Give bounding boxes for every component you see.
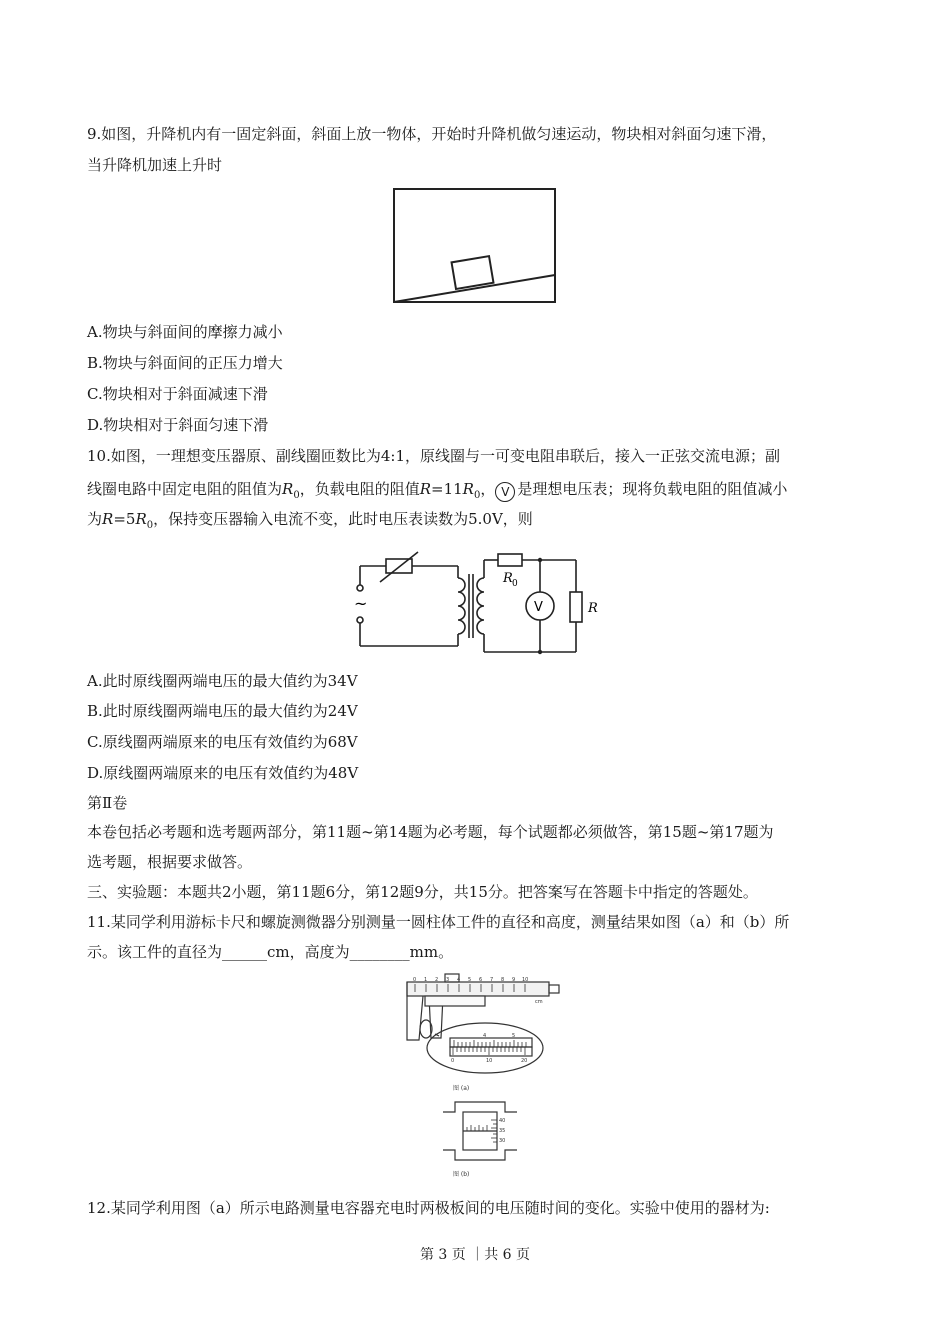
main-scale-10: 10 <box>522 977 529 983</box>
main-scale-2: 2 <box>435 977 439 983</box>
zoom-top-5: 5 <box>512 1033 516 1039</box>
micrometer-30: 30 <box>499 1138 506 1144</box>
voltmeter-symbol: V <box>495 482 515 502</box>
part3-heading: 三、实验题：本题共2小题，第11题6分，第12题9分，共15分。把答案写在答题卡中指定的答题处。 <box>87 883 758 901</box>
main-scale-8: 8 <box>501 977 505 983</box>
micrometer-35: 35 <box>499 1128 506 1134</box>
micrometer-40: 40 <box>499 1118 506 1124</box>
q9-option-b: B.物块与斜面间的正压力增大 <box>87 354 283 372</box>
fig-voltmeter-label: V <box>534 600 543 615</box>
main-scale-0: 0 <box>413 977 417 983</box>
main-scale-7: 7 <box>490 977 494 983</box>
q9-option-a: A.物块与斜面间的摩擦力减小 <box>87 323 283 341</box>
q10-option-d: D.原线圈两端原来的电压有效值约为48V <box>87 764 359 782</box>
section2-intro-line1: 本卷包括必考题和选考题两部分，第11题~第14题为必考题，每个试题都必须做答，第15题~第17题为 <box>87 823 774 841</box>
q10-option-a: A.此时原线圈两端电压的最大值约为34V <box>87 672 358 690</box>
fig-r0-label: R <box>503 571 513 586</box>
fig-r0-subscript: 0 <box>512 579 518 589</box>
q11-stem-line1: 11.某同学利用游标卡尺和螺旋测微器分别测量一圆柱体工件的直径和高度，测量结果如图（a）和（b）所 <box>87 913 790 931</box>
main-scale-6: 6 <box>479 977 483 983</box>
ac-source-symbol: ~ <box>354 594 368 613</box>
page-number: 第 3 页 ｜共 6 页 <box>419 1247 531 1263</box>
q10-stem-line1: 10.如图，一理想变压器原、副线圈匝数比为4:1，原线圈与一可变电阻串联后，接入一正弦交流电源；副 <box>87 447 781 465</box>
fig-b-label: 图 (b) <box>453 1171 470 1178</box>
main-scale-9: 9 <box>512 977 516 983</box>
q10-option-b: B.此时原线圈两端电压的最大值约为24V <box>87 702 358 720</box>
transformer-circuit-figure <box>348 548 608 660</box>
main-scale-3: 3 <box>446 977 450 983</box>
zoom-bottom-20: 20 <box>521 1058 528 1064</box>
q9-option-c: C.物块相对于斜面减速下滑 <box>87 385 268 403</box>
main-scale-4: 4 <box>457 977 461 983</box>
section2-intro-line2: 选考题，根据要求做答。 <box>87 853 253 871</box>
main-scale-5: 5 <box>468 977 472 983</box>
main-scale-1: 1 <box>424 977 428 983</box>
zoom-bottom-10: 10 <box>486 1058 493 1064</box>
section2-title: 第Ⅱ卷 <box>87 794 128 812</box>
zoom-bottom-0: 0 <box>451 1058 455 1064</box>
fig-r-label: R <box>588 601 598 616</box>
main-scale-unit: cm <box>535 999 543 1005</box>
q9-option-d: D.物块相对于斜面匀速下滑 <box>87 416 269 434</box>
elevator-incline-figure <box>390 185 560 310</box>
q11-stem-line2: 示。该工件的直径为______cm，高度为________mm。 <box>87 943 454 961</box>
q9-stem-line2: 当升降机加速上升时 <box>87 156 223 174</box>
q10-stem-line2: 线圈电路中固定电阻的阻值为$R_0$，负载电阻的阻值$R=11R_0$， V 是理想电压表；现将负载电阻的阻值减小 <box>87 480 788 501</box>
q9-stem-line1: 9.如图，升降机内有一固定斜面，斜面上放一物体，开始时升降机做匀速运动，物块相对斜面匀速下滑， <box>87 125 777 143</box>
q10-option-c: C.原线圈两端原来的电压有效值约为68V <box>87 733 358 751</box>
q10-stem-line3: 为$R=5R_0$，保持变压器输入电流不变，此时电压表读数为5.0V，则 <box>87 510 533 531</box>
vernier-micrometer-figure <box>395 972 565 1182</box>
zoom-top-4: 4 <box>483 1033 487 1039</box>
q12-stem-line1: 12.某同学利用图（a）所示电路测量电容器充电时两极板间的电压随时间的变化。实验中使用的器材为: <box>87 1199 770 1217</box>
fig-a-label: 图 (a) <box>453 1085 470 1092</box>
